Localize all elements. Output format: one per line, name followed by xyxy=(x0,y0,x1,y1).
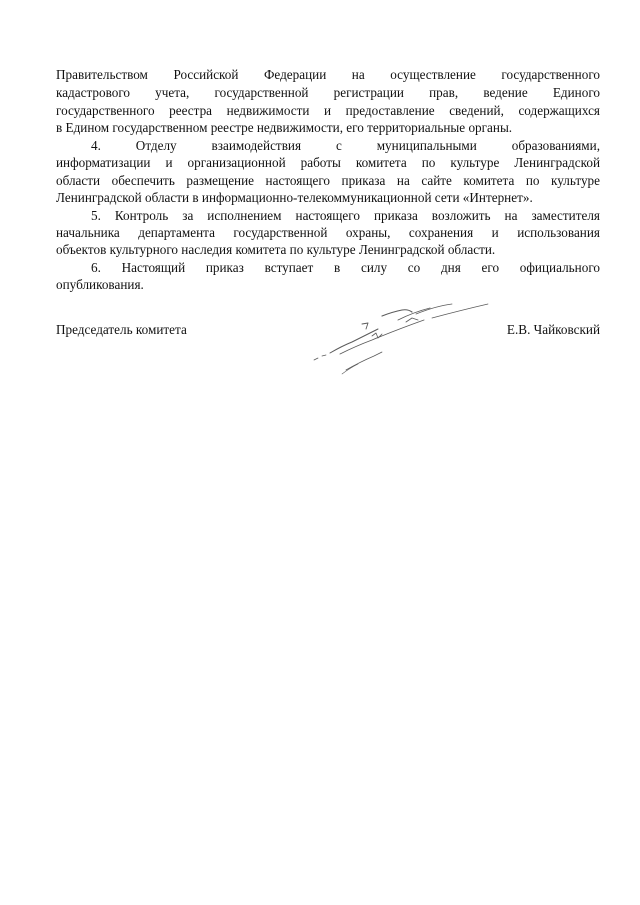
paragraph-5-line: 5. Контроль за исполнением настоящего приказа возложить на заместителя xyxy=(91,208,600,223)
paragraph-4-line: области обеспечить размещение настоящего приказа на сайте комитета по культуре xyxy=(56,173,600,188)
signatory-name: Е.В. Чайковский xyxy=(506,322,600,337)
paragraph-6-line: опубликования. xyxy=(56,277,144,292)
paragraph-5-line: объектов культурного наследия комитета по культуре Ленинградской области. xyxy=(56,242,496,257)
paragraph-6-line: 6. Настоящий приказ вступает в силу со дня его официального xyxy=(91,260,600,275)
paragraph-line: кадастрового учета, государственной регистрации прав, ведение Единого xyxy=(56,85,600,100)
signatory-position: Председатель комитета xyxy=(56,322,187,337)
paragraph-line: Правительством Российской Федерации на осуществление государственного xyxy=(56,67,600,82)
paragraph-4-line: 4. Отделу взаимодействия с муниципальными образованиями, xyxy=(91,138,600,153)
paragraph-5-line: начальника департамента государственной охраны, сохранения и использования xyxy=(56,225,600,240)
paragraph-4-line: информатизации и организационной работы комитета по культуре Ленинградской xyxy=(56,155,600,170)
handwritten-signature xyxy=(312,296,496,382)
paragraph-4-line: Ленинградской области в информационно-телекоммуникационной сети «Интернет». xyxy=(56,190,533,205)
paragraph-line: государственного реестра недвижимости и предоставление сведений, содержащихся xyxy=(56,103,600,118)
paragraph-line: в Едином государственном реестре недвижимости, его территориальные органы. xyxy=(56,120,513,135)
